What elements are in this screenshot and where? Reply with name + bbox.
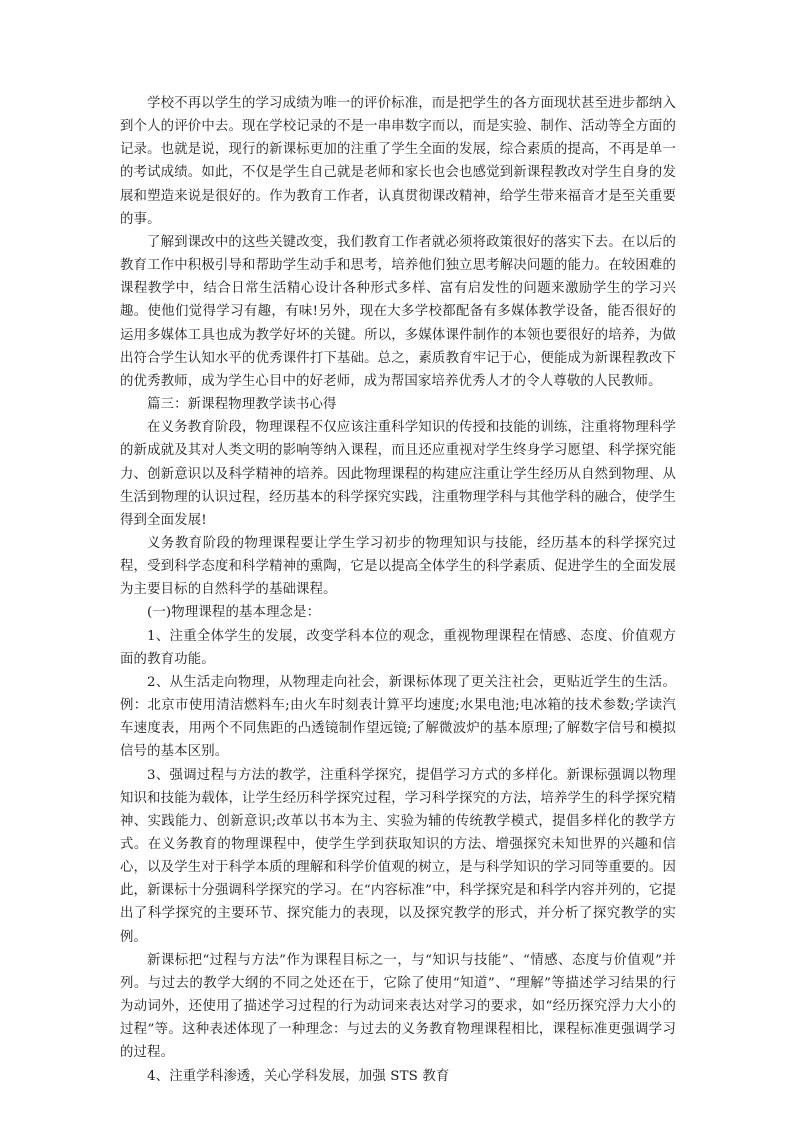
paragraph-process-and-method: 新课标把“过程与方法”作为课程目标之一，与“知识与技能”、“情感、态度与价值观”并列。与过去的教学大纲的不同之处还在于，它除了使用“知道”、“理解”等描述学习结果的行为动词外，还使用了描述学习过程的行为动词来表达对学习的要求，如“经历探究浮力大小的过程”等。这种表述体现了一种理念：与过去的义务教育物理课程相比，课程标准更强调学习的过程。 — [120, 952, 676, 1061]
paragraph-evaluation-reform: 学校不再以学生的学习成绩为唯一的评价标准，而是把学生的各方面现状甚至进步都纳入到个人的评价中去。现在学校记录的不是一串串数字而以，而是实验、制作、活动等全方面的记录。也就是说，现行的新课标更加的注重了学生全面的发展，综合素质的提高，不再是单一的考试成绩。如此，不仅是学生自己就是老师和家长也会也感觉到新课程教改对学生自身的发展和塑造来说是很好的。作为教育工作者，认真贯彻课改精神，给学生带来福音才是至关重要的事。 — [120, 96, 676, 227]
list-item-concept-3: 3、强调过程与方法的教学，注重科学探究，提倡学习方式的多样化。新课标强调以物理知识和技能为载体，让学生经历科学探究过程，学习科学探究的方法，培养学生的科学探究精神、实践能力、创新意识;改革以书本为主、实验为辅的传统教学模式，提倡多样化的教学方式。在义务教育的物理课程中，使学生学到获取知识的方法、增强探究未知世界的兴趣和信心，以及学生对于科学本质的理解和科学价值观的树立，是与科学知识的学习同等重要的。因此，新课标十分强调科学探究的学习。在“内容标准”中，科学探究是和科学内容并列的，它提出了科学探究的主要环节、探究能力的表现，以及探究教学的形式，并分析了探究教学的实例。 — [120, 767, 676, 945]
list-item-concept-1: 1、注重全体学生的发展，改变学科本位的观念，重视物理课程在情感、态度、价值观方面的教育功能。 — [120, 628, 676, 667]
paragraph-teacher-practice: 了解到课改中的这些关键改变，我们教育工作者就必须将政策很好的落实下去。在以后的教育工作中积极引导和帮助学生动手和思考，培养他们独立思考解决问题的能力。在较困难的课程教学中，结合日常生活精心设计各种形式多样、富有启发性的问题来激励学生的学习兴趣。使他们觉得学习有趣，有味!另外，现在大多学校都配备有多媒体教学设备，能否很好的运用多媒体工具也成为教学好坏的关键。所以，多媒体课件制作的本领也要很好的培养，为做出符合学生认知水平的优秀课件打下基础。总之，素质教育牢记于心，便能成为新课程教改下的优秀教师，成为学生心目中的好老师，成为帮国家培养优秀人才的令人尊敬的人民教师。 — [120, 234, 676, 389]
list-item-concept-4: 4、注重学科渗透，关心学科发展，加强 STS 教育 — [147, 1068, 450, 1084]
section-heading-part-three: 篇三：新课程物理教学读书心得 — [147, 397, 337, 413]
document-body — [120, 92, 676, 1088]
paragraph-compulsory-education: 义务教育阶段的物理课程要让学生学习初步的物理知识与技能，经历基本的科学探究过程，受到科学态度和科学精神的熏陶，它是以提高全体学生的科学素质、促进学生的全面发展为主要目标的自然科学的基础课程。 — [120, 535, 676, 598]
list-item-concept-2: 2、从生活走向物理，从物理走向社会，新课标体现了更关注社会，更贴近学生的生活。例：北京市使用清洁燃料车;由火车时刻表计算平均速度;水果电池;电冰箱的技术参数;学读汽车速度表，用两个不同焦距的凸透镜制作望远镜;了解微波炉的基本原理;了解数字信号和模拟信号的基本区别。 — [120, 674, 676, 760]
paragraph-physics-curriculum-goals: 在义务教育阶段，物理课程不仅应该注重科学知识的传授和技能的训练，注重将物理科学的新成就及其对人类文明的影响等纳入课程，而且还应重视对学生终身学习愿望、科学探究能力、创新意识以及科学精神的培养。因此物理课程的构建应注重让学生经历从自然到物理、从生活到物理的认识过程，经历基本的科学探究实践，注重物理学科与其他学科的融合，使学生得到全面发展! — [120, 420, 676, 528]
subheading-basic-concepts: (一)物理课程的基本理念是： — [147, 605, 321, 621]
